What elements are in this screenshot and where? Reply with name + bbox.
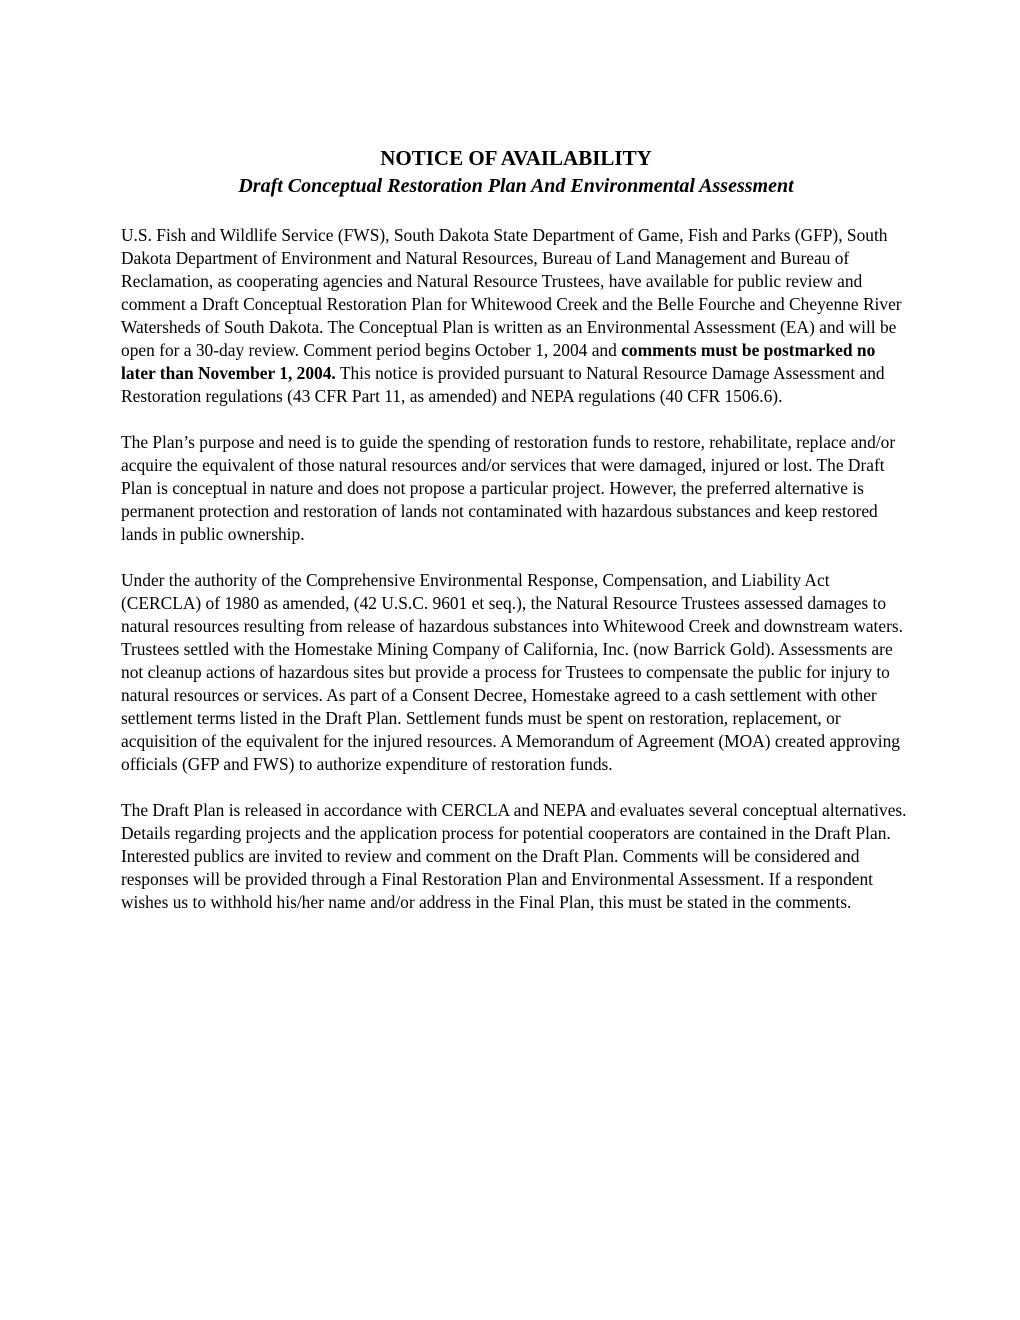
paragraph-notice-availability [121,224,911,408]
paragraph-draft-plan-release: The Draft Plan is released in accordance with CERCLA and NEPA and evaluates several conceptual alternatives. Details regarding projects and the application process for potential cooperators are contained in the Draft Plan. Interested publics are invited to review and comment on the Draft Plan. Comments will be considered and responses will be provided through a Final Restoration Plan and Environmental Assessment. If a respondent wishes us to withhold his/her name and/or address in the Final Plan, this must be stated in the comments. [121,800,907,912]
paragraph-text: (40 CFR 1506.6). [659,386,783,406]
notice-subtitle: Draft Conceptual Restoration Plan And Environmental Assessment [238,175,794,197]
comment-deadline-text: comments must be postmarked no later than November 1, 2004. [121,340,876,383]
paragraph-purpose-need: The Plan’s purpose and need is to guide the spending of restoration funds to restore, rehabilitate, replace and/or acquire the equivalent of those natural resources and/or services that were damaged, injured or lost. The Draft Plan is conceptual in nature and does not propose a particular project. However, the preferred alternative is permanent protection and restoration of lands not contaminated with hazardous substances and keep restored lands in public ownership. [121,432,896,544]
paragraph-text: U.S. Fish and Wildlife Service (FWS), South Dakota State Department of Game, Fish and Parks (GFP), South Dakota Department of Environment and Natural Resources, Bureau of Land Management and Bureau of Reclamation, as cooperating agencies and Natural Resource Trustees, have available for public review and comment a Draft Conceptual Restoration Plan for Whitewood Creek and the Belle Fourche and Cheyenne River Watersheds of South Dakota. The Conceptual Plan is written as an Environmental Assessment (EA) and will be open for a 30-day review. Comment period begins October 1, 2004 and [121,225,902,360]
document-page [121,146,911,914]
paragraph-cercla-authority: Under the authority of the Comprehensive Environmental Response, Compensation, and Liability Act (CERCLA) of 1980 as amended, (42 U.S.C. 9601 et seq.), the Natural Resource Trustees assessed damages to natural resources resulting from release of hazardous substances into Whitewood Creek and downstream waters. Trustees settled with the Homestake Mining Company of California, Inc. (now Barrick Gold). Assessments are not cleanup actions of hazardous sites but provide a process for Trustees to compensate the public for injury to natural resources or services. As part of a Consent Decree, Homestake agreed to a cash settlement with other settlement terms listed in the Draft Plan. Settlement funds must be spent on restoration, replacement, or acquisition of the equivalent for the injured resources. A Memorandum of Agreement (MOA) created approving officials (GFP and FWS) to authorize expenditure of restoration funds. [121,570,904,774]
paragraph-text: This notice is provided pursuant to Natural Resource Damage Assessment and Restoration regulations (43 CFR Part 11, as amended) and NEPA regulations [121,363,885,406]
notice-title: NOTICE OF AVAILABILITY [380,146,652,170]
